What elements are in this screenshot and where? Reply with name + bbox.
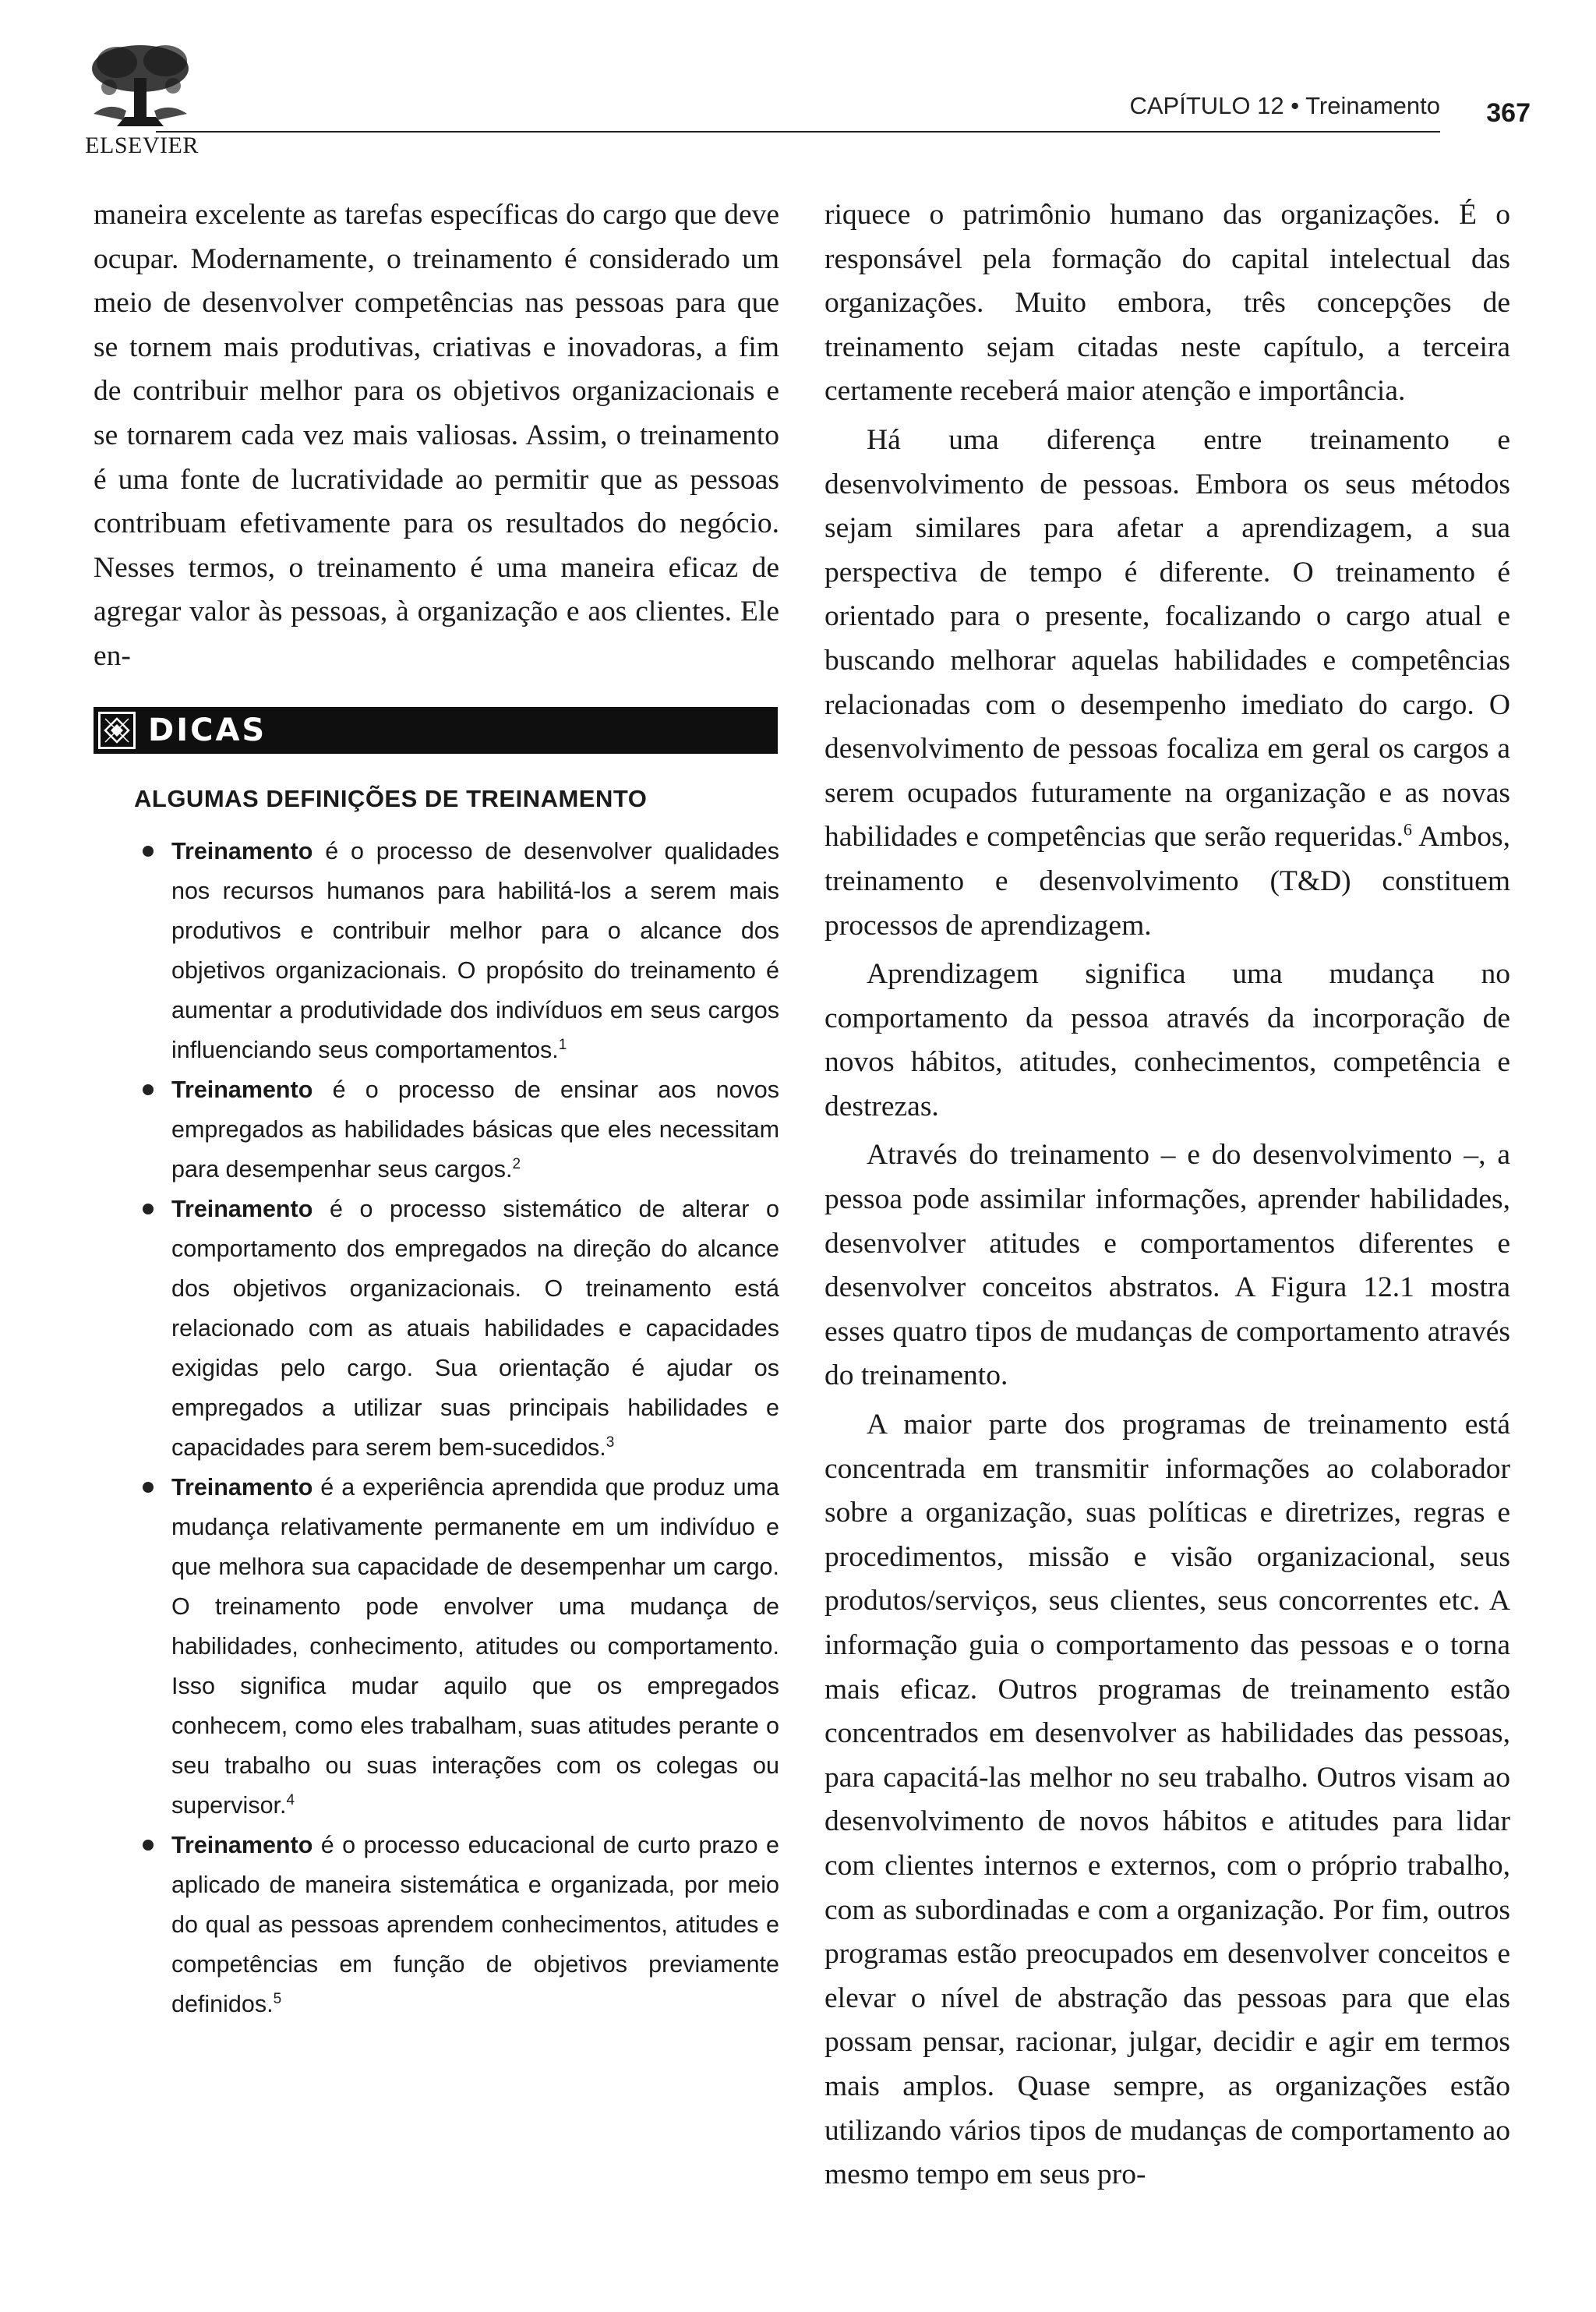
header-rule	[156, 131, 1440, 133]
definition-text: é o processo de desenvolver qualidades nos recursos humanos para habilitá-los a serem mais produtivos e contribuir melhor para o alcance dos objetivos organizacionais. O propósito do treinamento é aumentar a produtividade dos indivíduos em seus cargos influenciando seus comportamentos.	[171, 837, 779, 1063]
paragraph-text: Ambos, treinamento e desenvolvimento (T&D) constituem processos de aprendizagem.	[824, 821, 1510, 942]
footnote-ref: 1	[558, 1036, 567, 1053]
body-paragraph	[824, 419, 1510, 948]
page-number: 367	[1486, 98, 1531, 128]
footnote-ref: 2	[512, 1155, 521, 1172]
definition-item	[171, 1826, 779, 2024]
body-paragraph: A maior parte dos programas de treinamento está concentrada em transmitir informações ao colaborador sobre a organização, suas políticas e diretrizes, regras e procedimentos, missão e visão organizacional, seus produtos/serviços, seus clientes, seus concorrentes etc. A informação guia o comportamento das pessoas e o torna mais eficaz. Outros programas de treinamento estão concentrados em desenvolver as habilidades das pessoas, para capacitá-las melhor no seu trabalho. Outros visam ao desenvolvimento de novos hábitos e atitudes para lidar com clientes internos e externos, com o próprio trabalho, com as subordinadas e com a organização. Por fim, outros programas estão preocupados em desenvolver conceitos e elevar o nível de abstração das pessoas para que elas possam pensar, racionar, julgar, decidir e agir em termos mais amplos. Quase sempre, as organizações estão utilizando vários tipos de mudanças de comportamento ao mesmo tempo em seus pro-	[824, 1409, 1510, 2191]
definition-text: é o processo sistemático de alterar o comportamento dos empregados na direção do alcance dos objetivos organizacionais. O treinamento está relacionado com as atuais habilidades e capacidades exigidas pelo cargo. Sua orientação é ajudar os empregados a utilizar suas principais habilidades e capacidades para serem bem-sucedidos.	[171, 1195, 779, 1461]
footnote-ref: 6	[1403, 819, 1412, 840]
footnote-ref: 4	[286, 1791, 295, 1808]
tips-label: DICAS	[148, 712, 267, 748]
running-head: CAPÍTULO 12 • Treinamento	[1129, 92, 1440, 119]
body-paragraph: riquece o patrimônio humano das organizações. É o responsável pela formação do capital intelectual das organizações. Muito embora, três concepções de treinamento sejam citadas neste capítulo, a terceira certamente receberá maior atenção e importância.	[824, 199, 1510, 408]
definition-item	[171, 1070, 779, 1190]
tips-bar	[94, 707, 778, 754]
left-column	[94, 193, 779, 2024]
tree-logo-icon	[78, 39, 203, 131]
publisher-name: ELSEVIER	[85, 133, 199, 158]
tips-title: ALGUMAS DEFINIÇÕES DE TREINAMENTO	[134, 784, 648, 812]
definition-term: Treinamento	[171, 837, 313, 864]
footnote-ref: 5	[273, 1990, 282, 2007]
definition-term: Treinamento	[171, 1195, 313, 1222]
definition-item	[171, 832, 779, 1070]
definition-text: é o processo educacional de curto prazo e aplicado de maneira sistemática e organizada, por meio do qual as pessoas aprendem conhecimentos, atitudes e competências em função de objetivos previamente definidos.	[171, 1831, 779, 2017]
definition-term: Treinamento	[171, 1076, 313, 1103]
intro-paragraph: maneira excelente as tarefas específicas do cargo que deve ocupar. Modernamente, o treinamento é considerado um meio de desenvolver competências nas pessoas para que se tornem mais produtivas, criativas e inovadoras, a fim de contribuir melhor para os objetivos organizacionais e se tornarem cada vez mais valiosas. Assim, o treinamento é uma fonte de lucratividade ao permitir que as pessoas contribuam efetivamente para os resultados do negócio. Nesses termos, o treinamento é uma maneira eficaz de agregar valor às pessoas, à organização e aos clientes. Ele en-	[94, 199, 779, 672]
paragraph-text: Há uma diferença entre treinamento e desenvolvimento de pessoas. Embora os seus métodos sejam similares para afetar a aprendizagem, a sua perspectiva de tempo é diferente. O treinamento é orientado para o presente, focalizando o cargo atual e buscando melhorar aquelas habilidades e competências relacionadas com o desempenho imediato do cargo. O desenvolvimento de pessoas focaliza em geral os cargos a serem ocupados futuramente na organização e as novas habilidades e competências que serão requeridas.	[824, 423, 1510, 854]
publisher-logo	[64, 39, 220, 164]
definition-item	[171, 1468, 779, 1826]
definitions-list	[94, 832, 779, 2024]
definition-term: Treinamento	[171, 1473, 313, 1501]
footnote-ref: 3	[606, 1434, 615, 1451]
definition-item	[171, 1190, 779, 1468]
definition-text: é o processo de ensinar aos novos empregados as habilidades básicas que eles necessitam para desempenhar seus cargos.	[171, 1076, 779, 1183]
body-paragraph: Aprendizagem significa uma mudança no comportamento da pessoa através da incorporação de novos hábitos, atitudes, conhecimentos, competência e destrezas.	[824, 958, 1510, 1122]
definition-term: Treinamento	[171, 1831, 313, 1858]
diamond-target-icon	[98, 712, 136, 749]
right-column	[824, 193, 1510, 2197]
body-paragraph: Através do treinamento – e do desenvolvimento –, a pessoa pode assimilar informações, aprender habilidades, desenvolver atitudes e comportamentos diferentes e desenvolver conceitos abstratos. A Figura 12.1 mostra esses quatro tipos de mudanças de comportamento através do treinamento.	[824, 1139, 1510, 1392]
definition-text: é a experiência aprendida que produz uma mudança relativamente permanente em um indivíduo e que melhora sua capacidade de desempenhar um cargo. O treinamento pode envolver uma mudança de habilidades, conhecimento, atitudes ou comportamento. Isso significa mudar aquilo que os empregados conhecem, como eles trabalham, suas atitudes perante o seu trabalho ou suas interações com os colegas ou supervisor.	[171, 1473, 779, 1819]
